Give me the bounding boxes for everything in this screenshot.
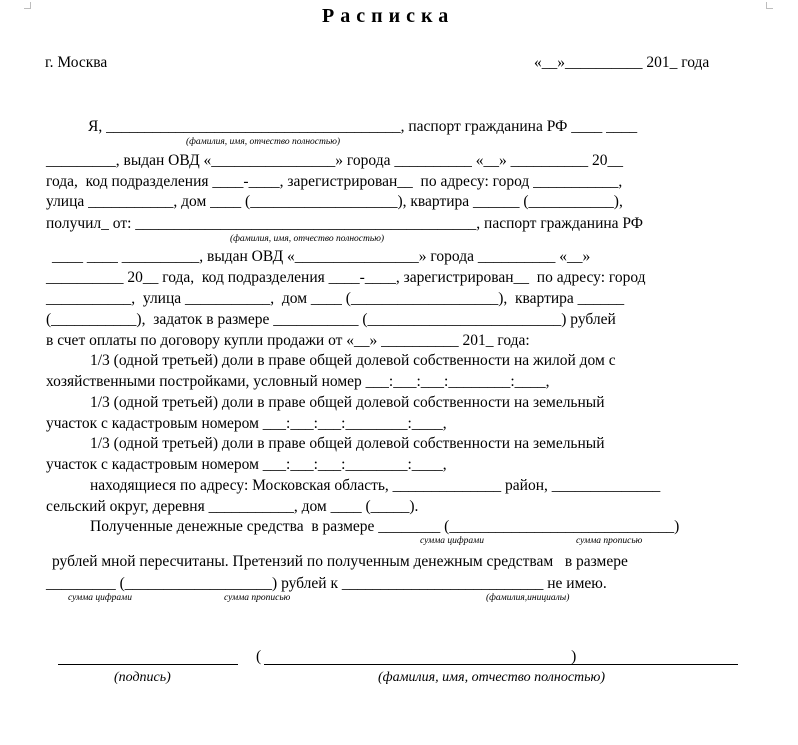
payer-line: получил_ от: ____________________________________________, паспорт гражданина РФ (46, 215, 644, 232)
text-line: улица ___________, дом ____ (___________________), квартира ______ (___________), (46, 193, 623, 210)
no-claims-line: рублей мной пересчитаны. Претензий по полученным денежным средствам в размере (52, 553, 628, 570)
share-land-2-line: 1/3 (одной третьей) доли в праве общей долевой собственности на земельный (90, 435, 605, 452)
text-line: сельский округ, деревня ___________, дом ____ (_____). (46, 498, 419, 515)
text-line: _________, выдан ОВД «________________» города __________ «__» __________ 20__ (46, 152, 623, 169)
share-house-line: 1/3 (одной третьей) доли в праве общей долевой собственности на жилой дом с (90, 352, 616, 369)
page-corner-mark (766, 2, 773, 9)
text-line: _________ (___________________) рублей к __________________________ не имею. (46, 575, 607, 592)
caption-sum-words: сумма прописью (224, 593, 291, 603)
caption-payer-fio: (фамилия, имя, отчество полностью) (230, 234, 385, 244)
caption-sum-digits: сумма цифрами (420, 536, 484, 546)
received-funds-line: Полученные денежные средства в размере ________ (_____________________________) (90, 518, 680, 535)
text-line: года, код подразделения ____-____, зарегистрирован__ по адресу: город ___________, (46, 173, 623, 190)
caption-sum-words: сумма прописью (576, 536, 643, 546)
signature-fio-bracket: ( ) (256, 648, 577, 665)
text-line: в счет оплаты по договору купли продажи от «__» __________ 201_ года: (46, 332, 530, 349)
text-line: __________ 20__ года, код подразделения ____-____, зарегистрирован__ по адресу: город (46, 269, 646, 286)
date-field: «__»__________ 201_ года (534, 54, 710, 71)
text-line: участок с кадастровым номером ___:___:___:________:____, (46, 456, 447, 473)
city: г. Москва (45, 54, 108, 71)
signature-fio-line (264, 664, 738, 665)
share-land-1-line: 1/3 (одной третьей) доли в праве общей долевой собственности на земельный (90, 394, 605, 411)
address-line: находящиеся по адресу: Московская область, ______________ район, ______________ (90, 477, 661, 494)
text-line: хозяйственными постройками, условный номер ___:___:___:________:____, (46, 373, 550, 390)
text-line: участок с кадастровым номером ___:___:___:________:____, (46, 415, 447, 432)
caption-signature: (подпись) (114, 670, 171, 685)
caption-receiver-fio: (фамилия, имя, отчество полностью) (186, 137, 341, 147)
caption-signature-fio: (фамилия, имя, отчество полностью) (378, 670, 606, 685)
receiver-line: Я, ______________________________________, паспорт гражданина РФ ____ ____ (88, 118, 638, 135)
signature-line (58, 664, 238, 665)
deposit-line: (___________), задаток в размере ___________ (_________________________) рублей (46, 311, 616, 328)
text-line: ____ ____ __________, выдан ОВД «________________» города __________ «__» (52, 248, 591, 265)
text-line: ___________, улица ___________, дом ____ (___________________), квартира ______ (46, 290, 625, 307)
caption-sum-digits: сумма цифрами (68, 593, 132, 603)
document-title: Расписка (322, 5, 455, 27)
page-corner-mark (24, 2, 31, 9)
caption-fio-initials: (фамилия,инициалы) (486, 593, 570, 603)
